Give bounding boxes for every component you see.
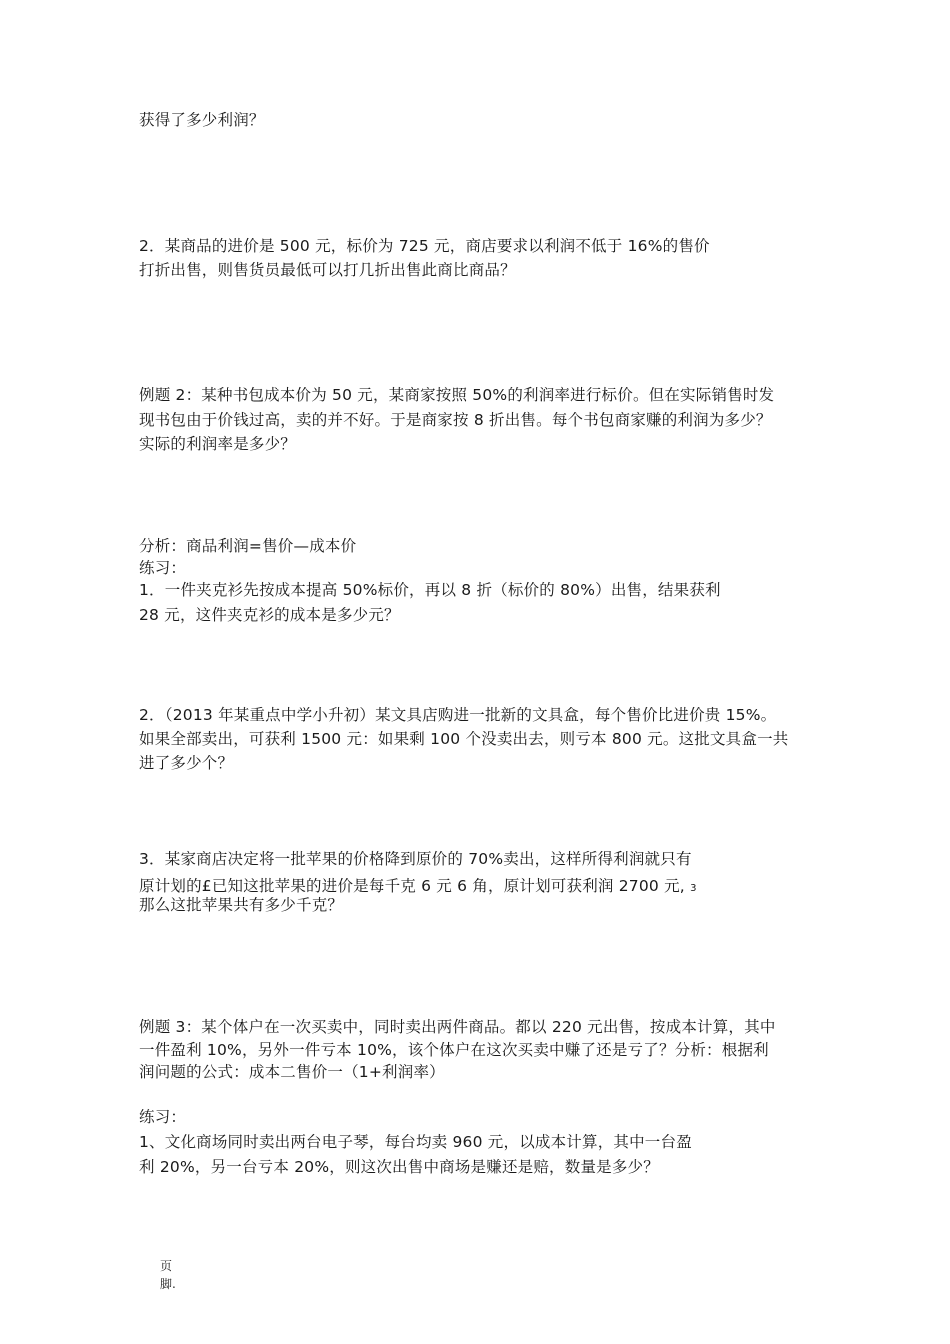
text-line: 进了多少个？ <box>139 754 234 772</box>
text-line: 润问题的公式：成本二售价一（1+利润率） <box>139 1063 445 1081</box>
text-line: 28 元，这件夹克衫的成本是多少元？ <box>139 606 400 624</box>
text-line: 例题 3：某个体户在一次买卖中，同时卖出两件商品。都以 220 元出售，按成本计算，其中 <box>139 1018 776 1036</box>
text-line: 练习： <box>139 1108 187 1126</box>
page-footer-line-1: 页 <box>160 1259 173 1273</box>
text-line: 1．一件夹克衫先按成本提高 50%标价，再以 8 折（标价的 80%）出售，结果获利 <box>139 581 721 599</box>
text-line-main: 原计划的£已知这批苹果的进价是每千克 6 元 6 角，原计划可获利润 2700 元, <box>139 877 685 895</box>
text-line: 获得了多少利润？ <box>139 111 265 129</box>
text-line: 练习： <box>139 559 187 577</box>
text-line: 1、文化商场同时卖出两台电子琴，每台均卖 960 元，以成本计算，其中一台盈 <box>139 1133 692 1151</box>
text-line: 如果全部卖出，可获利 1500 元：如果剩 100 个没卖出去，则亏本 800 元。这批文具盒一共 <box>139 730 789 748</box>
text-line: 2．某商品的进价是 500 元，标价为 725 元，商店要求以利润不低于 16%的售价 <box>139 237 710 255</box>
text-line: 分析：商品利润=售价—成本价 <box>139 537 357 555</box>
text-line: 实际的利润率是多少？ <box>139 435 297 453</box>
text-line: 2．（2013 年某重点中学小升初）某文具店购进一批新的文具盒，每个售价比进价贵 15%。 <box>139 706 777 724</box>
text-line: 例题 2：某种书包成本价为 50 元，某商家按照 50%的利润率进行标价。但在实际销售时发 <box>139 386 775 404</box>
text-line: 那么这批苹果共有多少千克？ <box>139 896 344 914</box>
page-footer-line-2: 脚. <box>160 1277 176 1291</box>
text-line: 利 20%，另一台亏本 20%，则这次出售中商场是赚还是赔，数量是多少？ <box>139 1158 659 1176</box>
text-line: 3．某家商店决定将一批苹果的价格降到原价的 70%卖出，这样所得利润就只有 <box>139 850 692 868</box>
text-line: 打折出售，则售货员最低可以打几折出售此商比商品？ <box>139 261 516 279</box>
text-line: 一件盈利 10%，另外一件亏本 10%，该个体户在这次买卖中赚了还是亏了？分析：根据利 <box>139 1041 769 1059</box>
superscript-mark: 3 <box>690 883 697 894</box>
text-line: 现书包由于价钱过高，卖的并不好。于是商家按 8 折出售。每个书包商家赚的利润为多少？ <box>139 411 772 429</box>
